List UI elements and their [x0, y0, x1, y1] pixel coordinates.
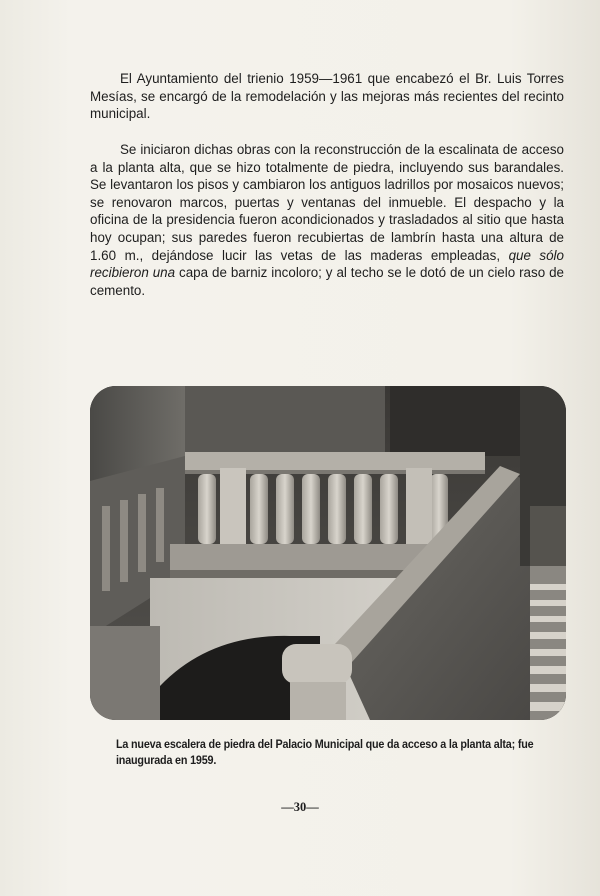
paragraph-2-italic: que sólo recibieron una: [90, 247, 564, 281]
paragraph-2: [90, 141, 564, 299]
staircase-photo: [90, 386, 566, 720]
paragraph-2-end: capa de barniz incoloro; y al techo se le dotó de un cielo raso de cemento.: [90, 265, 564, 298]
figure-caption: La nueva escalera de piedra del Palacio Municipal que da acceso a la planta alta; fue inaugurada en 1959.: [116, 738, 534, 767]
page-number: —30—: [281, 800, 319, 814]
paragraph-2-main: Se iniciaron dichas obras con la reconstrucción de la escalinata de acceso a la planta alta, que se hizo totalmente de piedra, incluyendo sus barandales. Se levantaron los pisos y cambiaron los antiguos ladrillos por mosaicos nuevos; se renovaron marcos, puertas y ventanas del inmueble. El despacho y la oficina de la presidencia fueron acondicionados y trasladados al sitio que hasta hoy ocupan; sus paredes fueron recubiertas de lambrín hasta una altura de 1.60 m., dejándose lucir las vetas de las maderas empleadas,: [90, 142, 564, 263]
paragraph-1: El Ayuntamiento del trienio 1959—1961 que encabezó el Br. Luis Torres Mesías, se encargó de la remodelación y las mejoras más recientes del recinto municipal.: [90, 71, 564, 122]
